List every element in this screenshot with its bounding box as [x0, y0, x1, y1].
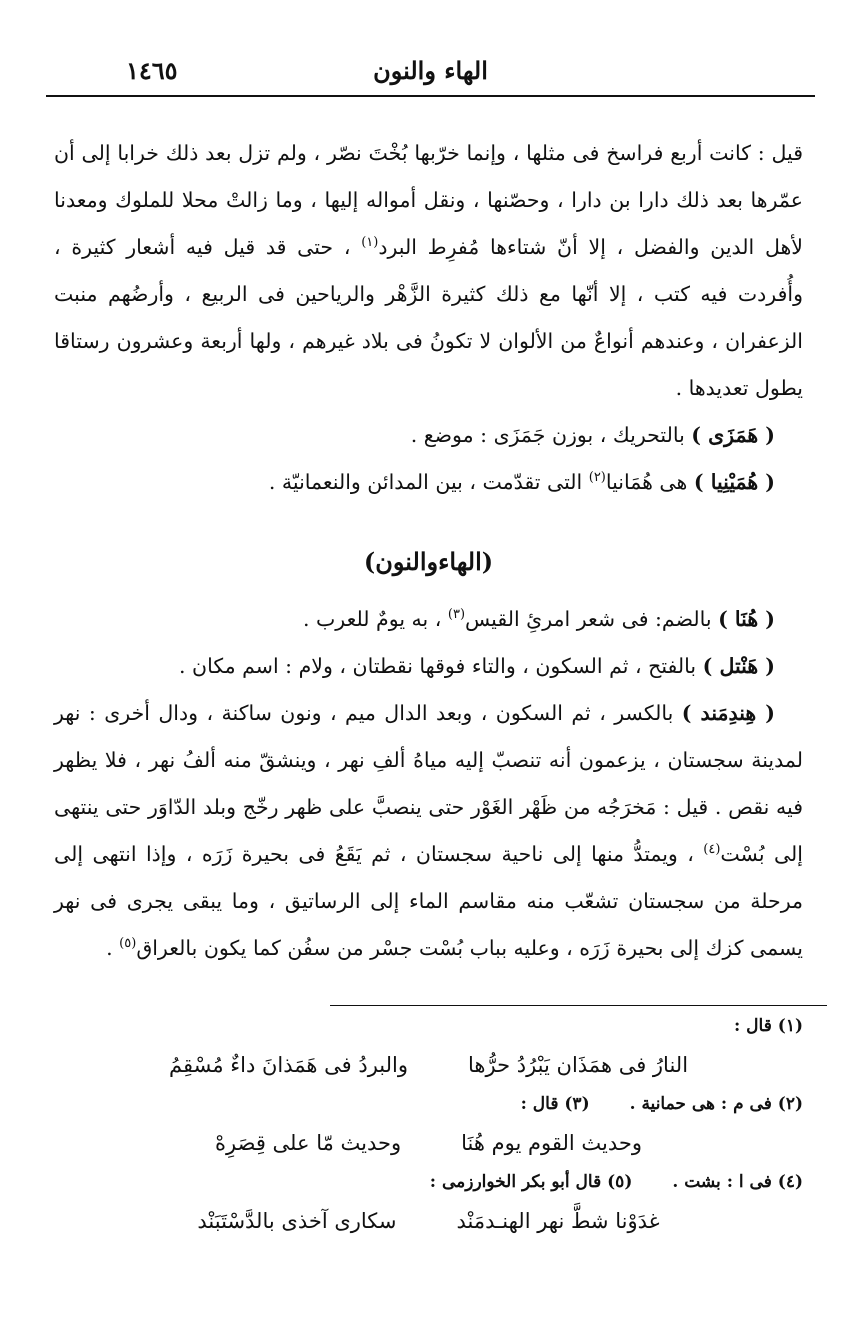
- footnote-ref-2: (٢): [588, 470, 606, 486]
- entry-text: بالضم: فى شعر امرئِ القيس: [465, 607, 719, 631]
- entry-text: بالفتح ، ثم السكون ، والتاء فوقها نقطتان ، ولام : اسم مكان .: [178, 654, 703, 678]
- main-text: [54, 130, 803, 972]
- entry-headword: ( هُمَيْنِيا ): [693, 470, 775, 494]
- entry-headword: ( هَمَزَى ): [691, 423, 775, 447]
- footnote-rule: [330, 1005, 827, 1006]
- footnote-ref-1: (١): [361, 235, 379, 251]
- running-title: الهاء والنون: [373, 56, 488, 85]
- page-number: ١٤٦٥: [126, 56, 178, 85]
- verse-hemistich: وحديث القوم يوم هُنَا: [461, 1131, 642, 1155]
- verse-hemistich: وحديث مّا على قِصَرِهْ: [215, 1131, 402, 1155]
- footnote-3-verse: [54, 1119, 803, 1167]
- section-title: (الهاءوالنون): [363, 547, 494, 576]
- footnote-4: (٤) فى ا : بشت .: [672, 1172, 803, 1192]
- intro-paragraph: [54, 130, 803, 412]
- footnote-2: (٢) فى م : هى حمانية .: [629, 1094, 803, 1114]
- verse-hemistich: غدَوْنا شطَّ نهر الهنـدمَنْد: [456, 1209, 660, 1233]
- footnote-1-verse: [54, 1041, 803, 1089]
- footnote-1-label: (١) قال :: [733, 1016, 803, 1036]
- entry-hantal: [54, 643, 803, 690]
- footnote-5-label: (٥) قال أبو بكر الخوارزمى :: [429, 1172, 633, 1192]
- entry-text-cont: ، به يومٌ للعرب .: [302, 607, 448, 631]
- footnote-3-label: (٣) قال :: [520, 1094, 590, 1114]
- verse-hemistich: النارُ فى همَذَان يَبْرُدُ حرُّها: [468, 1053, 689, 1077]
- entry-hindmand: [54, 690, 803, 972]
- entry-headword: ( هَنْتل ): [702, 654, 775, 678]
- entry-text: بالكسر ، ثم السكون ، وبعد الدال ميم ، ونون ساكنة ، ودال أخرى : نهر لمدينة سجستان ، يزعمون أنه تنصبّ إليه مياهُ ألفِ نهر ، وينشقّ منه ألفُ نهر ، فلا يظهر فيه نقص . قيل : مَخرَجُه من ظَهْر الغَوْر حتى ينصبَّ على ظهر رخّج وبلد الدّاوَر حتى ينتهى إلى بُسْت: [54, 701, 803, 866]
- entry-headword: ( هُنَا ): [718, 607, 775, 631]
- verse-hemistich: والبردُ فى هَمَذانَ داءٌ مُسْقِمُ: [168, 1053, 409, 1077]
- entry-humayniya: [54, 459, 803, 506]
- footnote-2-3-row: [54, 1089, 803, 1119]
- intro-text: قيل : كانت أربع فراسخ فى مثلها ، وإنما خرّبها بُخْتَ نصّر ، ولم تزل بعد ذلك خرابا إلى أن عمّرها بعد ذلك دارا بن دارا ، وحصّنها ، ونقل أمواله إليها ، وما زالتْ محلا للملوك ومعدنا لأهل الدين والفضل ، إلا أنّ شتاءها مُفرِط البرد: [54, 141, 803, 259]
- footnote-ref-4: (٤): [703, 842, 721, 858]
- entry-text-end: .: [106, 936, 120, 960]
- footnote-ref-5: (٥): [119, 936, 137, 952]
- footnotes: [54, 1011, 803, 1245]
- verse-hemistich: سكارى آخذى بالدَّسْتَبَنْد: [197, 1209, 397, 1233]
- header-rule: [46, 95, 815, 97]
- entry-text: بالتحريك ، بوزن جَمَزَى : موضع .: [410, 423, 692, 447]
- entry-text-cont: التى تقدّمت ، بين المدائن والنعمانيّة .: [268, 470, 589, 494]
- page-header: [48, 56, 813, 88]
- entry-text: هى هُمَانيا: [605, 470, 694, 494]
- entry-headword: ( هِندِمَند ): [681, 701, 775, 725]
- entry-hamaza: [54, 412, 803, 459]
- footnote-ref-3: (٣): [447, 607, 466, 623]
- entry-huna: [54, 596, 803, 643]
- footnote-5-verse: [54, 1197, 803, 1245]
- intro-text-cont: ، حتى قد قيل فيه أشعار كثيرة ، وأُفردت فيه كتب ، إلا أنّها مع ذلك كثيرة الزَّهْر والرياحين فى الربيع ، وأرضُهم منبت الزعفران ، وعندهم أنواعٌ من الألوان لا تكونُ فى بلاد غيرهم ، ولها أربعة وعشرون رستاقا يطول تعديدها .: [54, 235, 803, 400]
- footnote-4-5-row: [54, 1167, 803, 1197]
- entry-text-cont: ، ويمتدُّ منها إلى ناحية سجستان ، ثم يَقَعُ فى بحيرة زَرَه ، وإذا انتهى إلى مرحلة من سجستان تشعّب منه مقاسم الماء إلى الرساتيق ، وما يبقى يجرى فى نهر يسمى كزك إلى بحيرة زَرَه ، وعليه بباب بُسْت جسْر من سفُن كما يكون بالعراق: [54, 842, 803, 960]
